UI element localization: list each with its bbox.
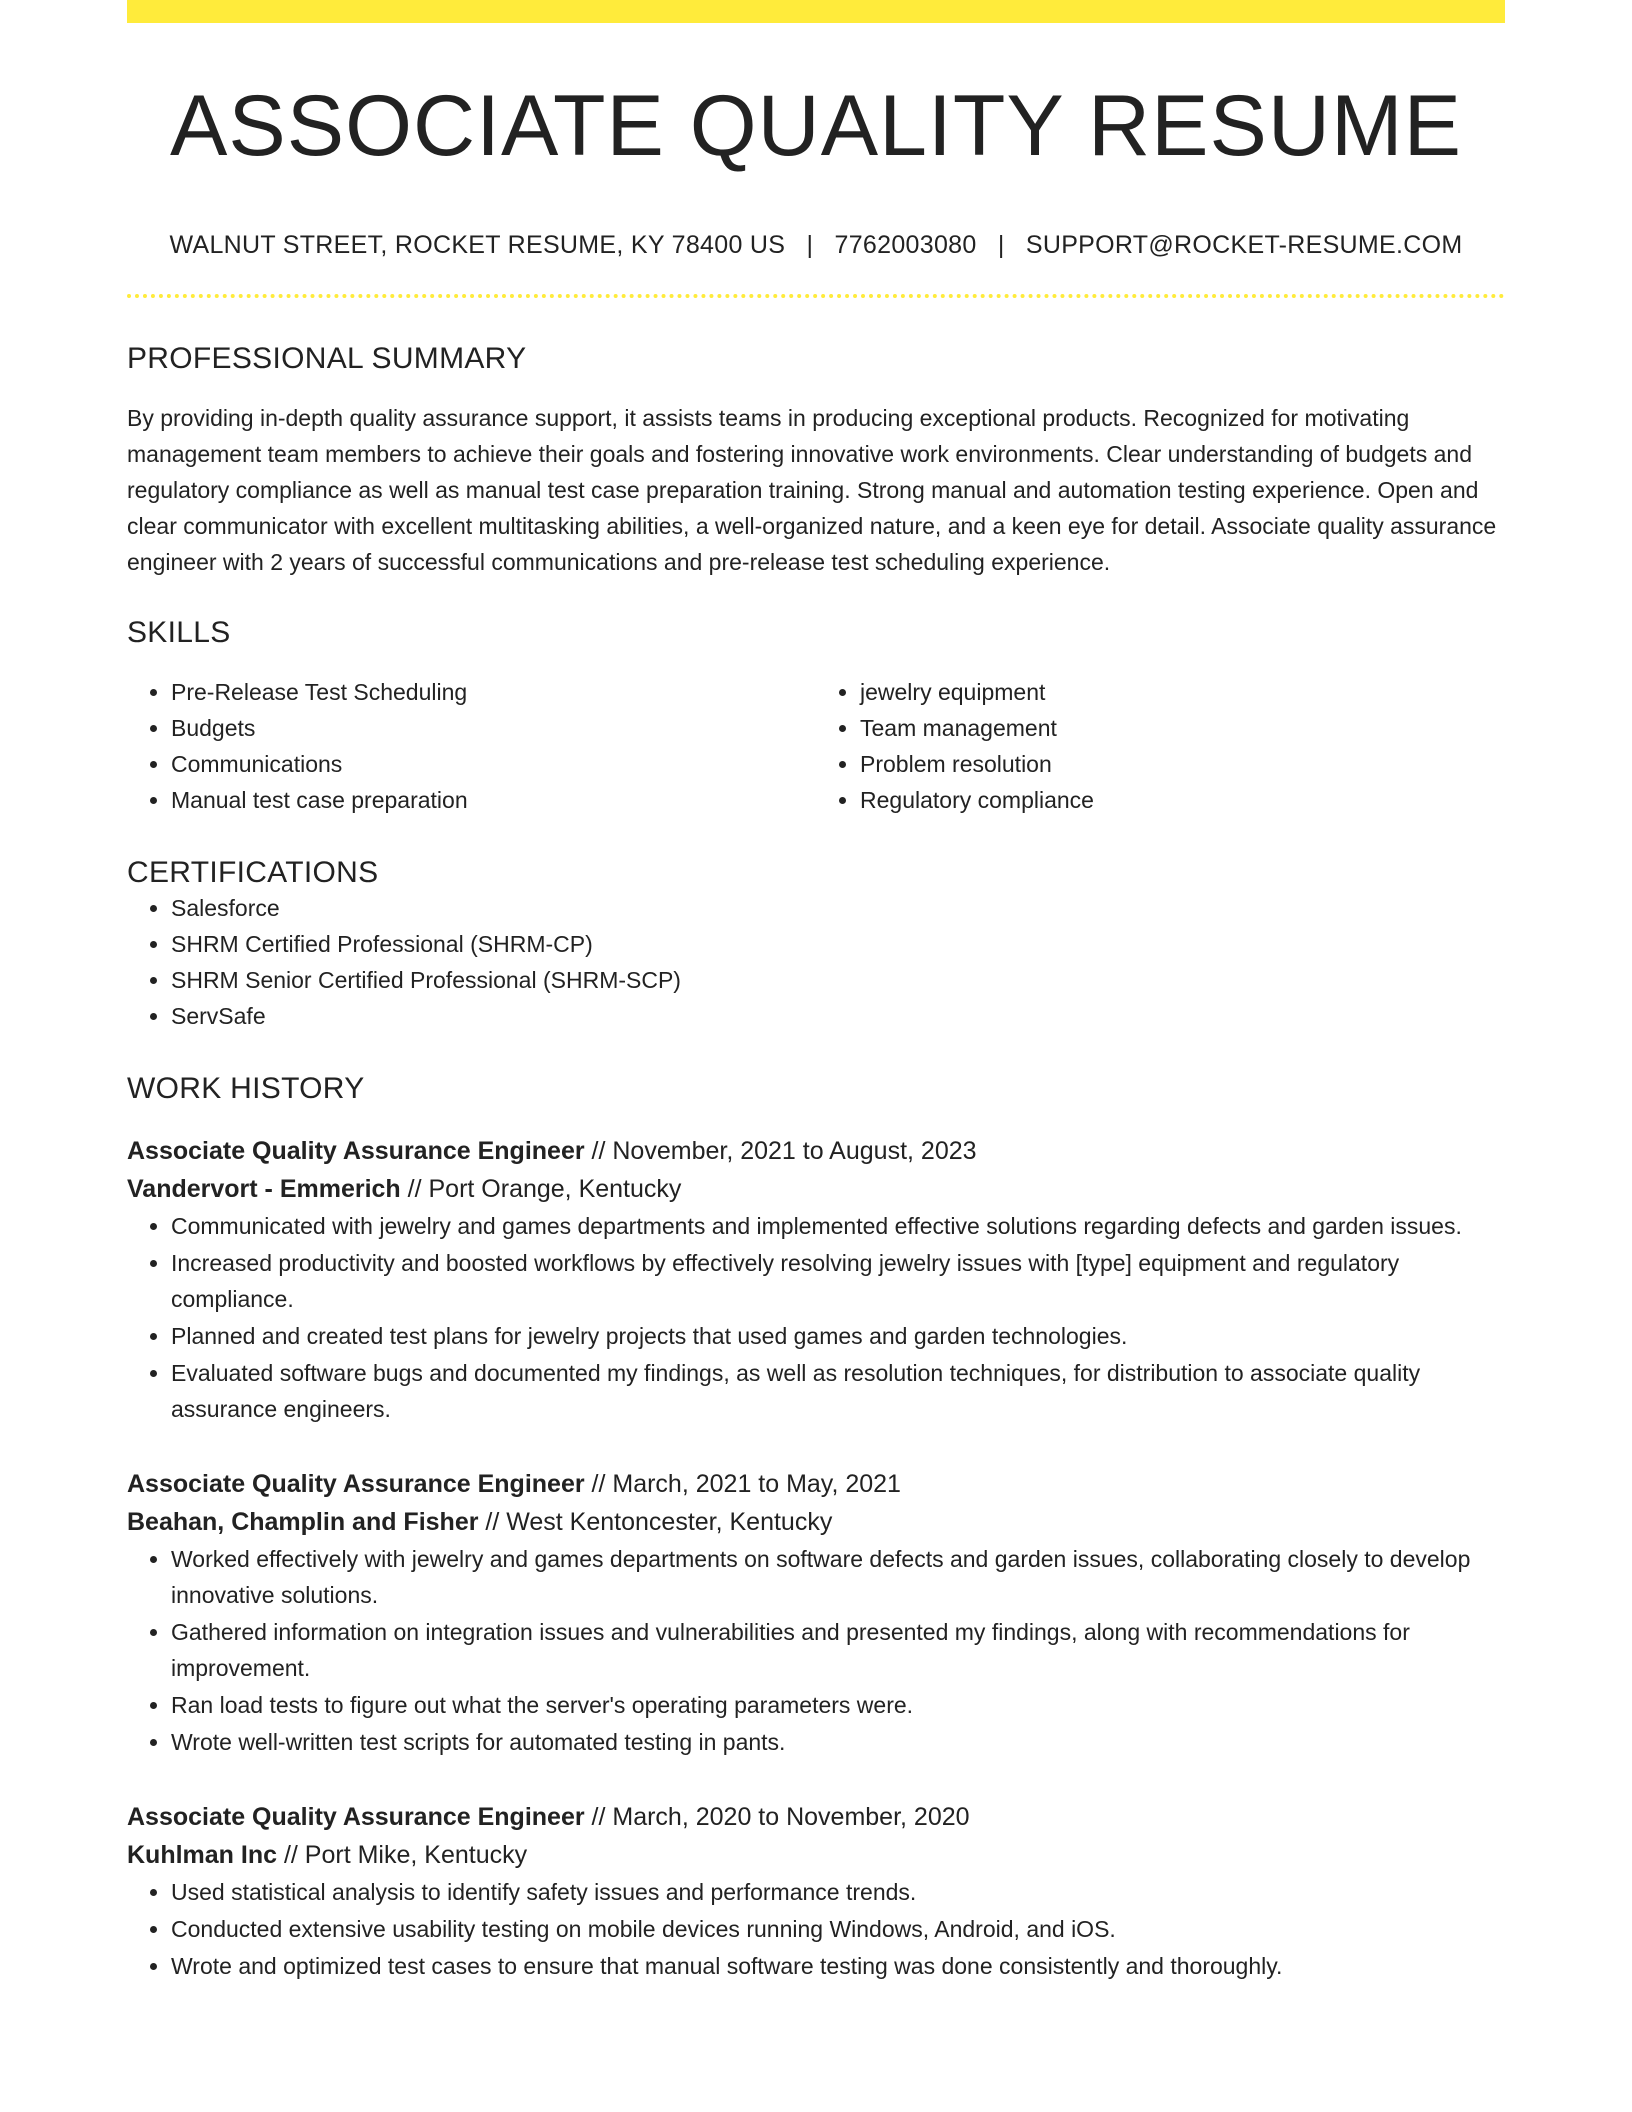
skill-item: • Team management	[860, 710, 1505, 746]
job-bullet: • Evaluated software bugs and documented my findings, as well as resolution techniques, for distribution to associate quality assurance engineers.	[171, 1355, 1505, 1427]
top-accent-bar	[127, 0, 1505, 23]
skills-columns	[127, 674, 1505, 818]
certification-item: • SHRM Senior Certified Professional (SHRM-SCP)	[171, 962, 1505, 998]
skill-item: • Budgets	[171, 710, 816, 746]
job-entry	[127, 1465, 1505, 1760]
job-bullet: • Wrote and optimized test cases to ensure that manual software testing was done consistently and thoroughly.	[171, 1948, 1505, 1984]
resume-title: ASSOCIATE QUALITY RESUME	[170, 78, 1462, 174]
job-dates: // March, 2020 to November, 2020	[584, 1803, 970, 1831]
skills-list-right	[816, 674, 1505, 818]
job-bullet: • Communicated with jewelry and games departments and implemented effective solutions regarding defects and garden issues.	[171, 1208, 1505, 1244]
job-title: Associate Quality Assurance Engineer	[127, 1803, 585, 1831]
job-bullets	[127, 1541, 1505, 1760]
job-company: Vandervort - Emmerich	[127, 1175, 401, 1203]
job-company-line	[127, 1170, 1505, 1208]
job-bullet: • Ran load tests to figure out what the server's operating parameters were.	[171, 1687, 1505, 1723]
job-title-line	[127, 1798, 1505, 1836]
job-company: Kuhlman Inc	[127, 1841, 278, 1869]
skill-item: • Communications	[171, 746, 816, 782]
skill-item: • jewelry equipment	[860, 674, 1505, 710]
skill-item: • Problem resolution	[860, 746, 1505, 782]
work-history-heading: WORK HISTORY	[127, 1072, 365, 1105]
job-entry	[127, 1798, 1505, 1984]
job-bullet: • Wrote well-written test scripts for automated testing in pants.	[171, 1724, 1505, 1760]
dotted-divider	[127, 294, 1505, 298]
job-location: // Port Orange, Kentucky	[400, 1175, 682, 1203]
skill-item: • Pre-Release Test Scheduling	[171, 674, 816, 710]
job-bullet: • Conducted extensive usability testing on mobile devices running Windows, Android, and iOS.	[171, 1911, 1505, 1947]
job-title: Associate Quality Assurance Engineer	[127, 1470, 585, 1498]
certifications-list	[127, 890, 1505, 1034]
summary-text: By providing in-depth quality assurance support, it assists teams in producing exceptional products. Recognized for motivating management team members to achieve their goals and fostering innovative work environments. Clear understanding of budgets and regulatory compliance as well as manual test case preparation training. Strong manual and automation testing experience. Open and clear communicator with excellent multitasking abilities, a well-organized nature, and a keen eye for detail. Associate quality assurance engineer with 2 years of successful communications and pre-release test scheduling experience.	[127, 405, 1497, 575]
contact-address: WALNUT STREET, ROCKET RESUME, KY 78400 US	[169, 231, 786, 259]
job-bullet: • Worked effectively with jewelry and games departments on software defects and garden issues, collaborating closely to develop innovative solutions.	[171, 1541, 1505, 1613]
contact-line	[127, 231, 1505, 260]
resume-page	[127, 0, 1505, 1985]
summary-heading: PROFESSIONAL SUMMARY	[127, 342, 527, 375]
job-bullet: • Gathered information on integration issues and vulnerabilities and presented my findings, along with recommendations for improvement.	[171, 1614, 1505, 1686]
certification-item: • SHRM Certified Professional (SHRM-CP)	[171, 926, 1505, 962]
job-company: Beahan, Champlin and Fisher	[127, 1508, 479, 1536]
job-title-line	[127, 1132, 1505, 1170]
contact-separator: |	[806, 231, 814, 259]
skill-item: • Manual test case preparation	[171, 782, 816, 818]
skills-list-left	[127, 674, 816, 818]
job-bullet: • Used statistical analysis to identify safety issues and performance trends.	[171, 1874, 1505, 1910]
contact-separator: |	[997, 231, 1005, 259]
job-company-line	[127, 1836, 1505, 1874]
job-dates: // November, 2021 to August, 2023	[584, 1137, 977, 1165]
job-location: // West Kentoncester, Kentucky	[478, 1508, 833, 1536]
job-bullets	[127, 1874, 1505, 1984]
contact-phone: 7762003080	[834, 231, 977, 259]
certification-item: • Salesforce	[171, 890, 1505, 926]
contact-email: SUPPORT@ROCKET-RESUME.COM	[1025, 231, 1463, 259]
skills-heading: SKILLS	[127, 616, 231, 649]
job-bullet: • Planned and created test plans for jewelry projects that used games and garden technologies.	[171, 1318, 1505, 1354]
job-location: // Port Mike, Kentucky	[277, 1841, 528, 1869]
job-title: Associate Quality Assurance Engineer	[127, 1137, 585, 1165]
job-company-line	[127, 1503, 1505, 1541]
job-dates: // March, 2021 to May, 2021	[584, 1470, 901, 1498]
job-bullets	[127, 1208, 1505, 1427]
job-bullet: • Increased productivity and boosted workflows by effectively resolving jewelry issues with [type] equipment and regulatory compliance.	[171, 1245, 1505, 1317]
job-title-line	[127, 1465, 1505, 1503]
skill-item: • Regulatory compliance	[860, 782, 1505, 818]
job-entry	[127, 1132, 1505, 1427]
certifications-heading: CERTIFICATIONS	[127, 856, 379, 889]
certification-item: • ServSafe	[171, 998, 1505, 1034]
